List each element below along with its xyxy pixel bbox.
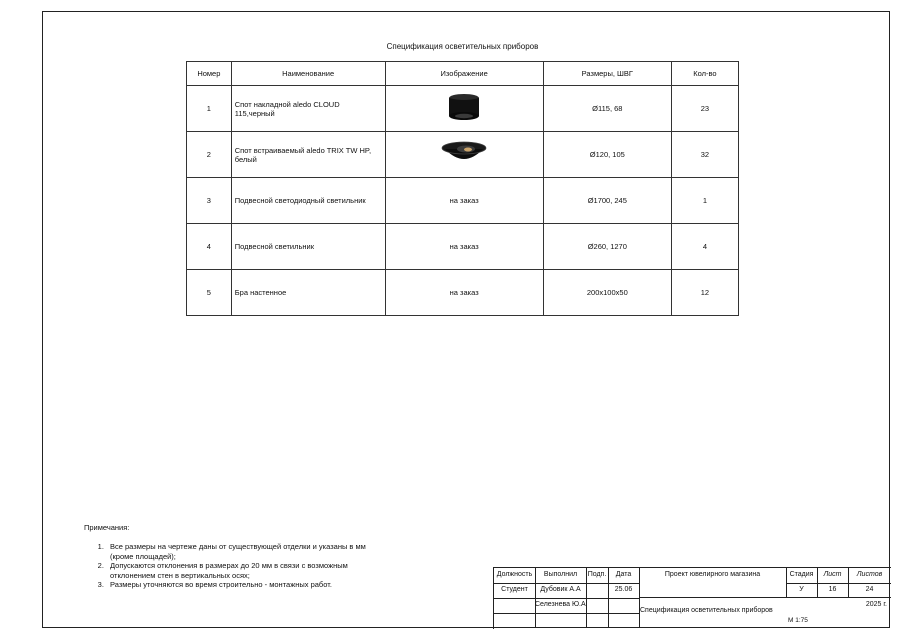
- table-row: [187, 132, 739, 178]
- row-size: Ø120, 105: [543, 132, 671, 178]
- stamp-name-2: Селезнева Ю.А: [535, 601, 586, 608]
- row-image: на заказ: [385, 224, 543, 270]
- stamp-sheet-title: Спецификация осветительных приборов: [640, 607, 773, 614]
- stamp-date-1: 25.06: [614, 586, 633, 593]
- stamp-project: Проект ювелирного магазина: [664, 571, 761, 578]
- header-qty: Кол-во: [671, 62, 738, 86]
- spec-title: Спецификация осветительных приборов: [386, 42, 539, 51]
- stamp-sheets: 24: [865, 586, 874, 593]
- stamp-year: 2025 г.: [865, 601, 887, 608]
- row-qty: 32: [671, 132, 738, 178]
- stamp-scale: М 1:75: [788, 617, 808, 624]
- header-name: Наименование: [231, 62, 385, 86]
- row-name: Спот встраиваемый aledo TRIX TW HP, белый: [231, 132, 385, 178]
- row-qty: 1: [671, 178, 738, 224]
- row-name: Подвесной светодиодный светильник: [231, 178, 385, 224]
- header-number: Номер: [187, 62, 232, 86]
- header-image: Изображение: [385, 62, 543, 86]
- stamp-role-student: Студент: [501, 586, 528, 593]
- recessed-spotlight-icon: [439, 139, 489, 169]
- notes: [84, 523, 384, 590]
- row-number: 4: [187, 224, 232, 270]
- row-image: [385, 132, 543, 178]
- stamp-stage-label: Стадия: [789, 571, 814, 578]
- notes-list: [84, 542, 384, 590]
- table-row: [187, 178, 739, 224]
- row-number: 3: [187, 178, 232, 224]
- row-size: Ø260, 1270: [543, 224, 671, 270]
- stamp-stage: У: [799, 586, 804, 593]
- row-size: 200x100x50: [543, 270, 671, 316]
- row-size: Ø1700, 245: [543, 178, 671, 224]
- stamp-sheet-label: Лист: [823, 571, 842, 578]
- table-row: [187, 270, 739, 316]
- row-name: Бра настенное: [231, 270, 385, 316]
- stamp-col-role: Должность: [496, 571, 533, 578]
- stamp-sheet: 16: [828, 586, 837, 593]
- row-number: 2: [187, 132, 232, 178]
- stamp-col-sign: Подп.: [587, 571, 607, 578]
- note-item: 2. Допускаются отклонения в размерах до 20 мм в связи с возможным отклонением стен в вертикальных осях;: [106, 561, 384, 580]
- table-row: [187, 224, 739, 270]
- header-size: Размеры, ШВГ: [543, 62, 671, 86]
- row-image: на заказ: [385, 270, 543, 316]
- spec-table: [186, 61, 739, 316]
- row-image: на заказ: [385, 178, 543, 224]
- stamp-col-date: Дата: [615, 571, 632, 578]
- row-qty: 4: [671, 224, 738, 270]
- row-name: Спот накладной aledo CLOUD 115,черный: [231, 86, 385, 132]
- notes-title: Примечания:: [84, 523, 130, 532]
- row-image: [385, 86, 543, 132]
- row-qty: 12: [671, 270, 738, 316]
- stamp-sheets-label: Листов: [856, 571, 883, 578]
- row-qty: 23: [671, 86, 738, 132]
- note-item: 3. Размеры уточняются во время строительно - монтажных работ.: [106, 580, 384, 590]
- row-number: 5: [187, 270, 232, 316]
- surface-spotlight-icon: [444, 91, 484, 125]
- table-header-row: [187, 62, 739, 86]
- row-name: Подвесной светильник: [231, 224, 385, 270]
- row-number: 1: [187, 86, 232, 132]
- title-block: [493, 567, 891, 629]
- table-row: [187, 86, 739, 132]
- row-size: Ø115, 68: [543, 86, 671, 132]
- stamp-name-1: Дубовик А.А: [540, 586, 581, 593]
- stamp-col-done: Выполнил: [543, 571, 578, 578]
- note-item: 1. Все размеры на чертеже даны от существующей отделки и указаны в мм (кроме площадей);: [106, 542, 384, 561]
